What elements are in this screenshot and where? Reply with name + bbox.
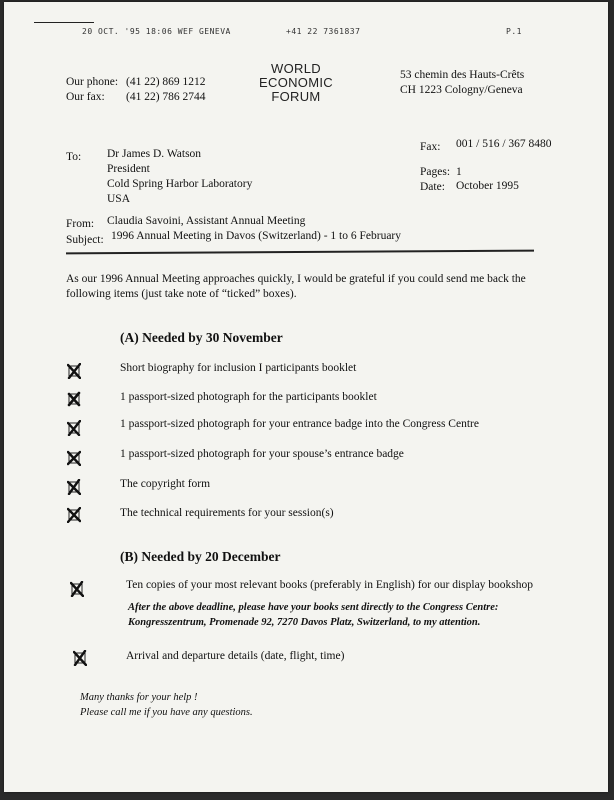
meta-fax-label: Fax: xyxy=(420,141,441,153)
fax-label: Our fax: xyxy=(66,91,105,103)
item-b1: Ten copies of your most relevant books (preferably in English) for our display bookshop xyxy=(126,579,534,591)
logo-line-2: ECONOMIC xyxy=(259,75,333,90)
pages-value: 1 xyxy=(456,166,462,178)
pages-label: Pages: xyxy=(420,166,451,178)
checked-box-icon xyxy=(67,479,81,495)
section-a-heading: (A) Needed by 30 November xyxy=(120,330,283,345)
item-a4: 1 passport-sized photograph for your spouse’s entrance badge xyxy=(120,448,404,460)
to-label: To: xyxy=(66,151,82,163)
address-line-1: 53 chemin des Hauts-Crêts xyxy=(400,69,525,81)
recipient-org: Cold Spring Harbor Laboratory xyxy=(107,178,253,190)
from-value: Claudia Savoini, Assistant Annual Meeting xyxy=(107,215,306,227)
recipient-title: President xyxy=(107,163,150,175)
item-a3: 1 passport-sized photograph for your entrance badge into the Congress Centre xyxy=(120,418,479,430)
fax-page xyxy=(4,2,608,792)
closing-line-1: Many thanks for your help ! xyxy=(80,692,198,703)
item-a5: The copyright form xyxy=(120,478,211,490)
date-label: Date: xyxy=(420,181,445,193)
fax-number-contact: (41 22) 786 2744 xyxy=(126,91,206,103)
logo-line-3: FORUM xyxy=(271,89,321,104)
checked-box-icon xyxy=(67,507,81,523)
fax-page-number: P.1 xyxy=(506,27,522,36)
checked-box-icon xyxy=(73,650,87,666)
date-value: October 1995 xyxy=(456,180,519,192)
subject-value: 1996 Annual Meeting in Davos (Switzerland) - 1 to 6 February xyxy=(111,230,401,242)
closing-line-2: Please call me if you have any questions. xyxy=(80,707,253,718)
header-rule xyxy=(34,22,94,23)
wef-logo xyxy=(256,62,336,104)
fax-datetime: 20 OCT. '95 18:06 WEF GENEVA xyxy=(82,27,231,36)
phone-number: (41 22) 869 1212 xyxy=(126,76,206,88)
item-a2: 1 passport-sized photograph for the participants booklet xyxy=(120,391,377,403)
meta-fax-number: 001 / 516 / 367 8480 xyxy=(456,138,552,150)
item-a1: Short biography for inclusion I participants booklet xyxy=(120,362,357,374)
separator-rule xyxy=(66,250,534,254)
section-b-heading: (B) Needed by 20 December xyxy=(120,549,281,564)
item-a6: The technical requirements for your session(s) xyxy=(120,507,334,519)
recipient-country: USA xyxy=(107,193,131,205)
phone-label: Our phone: xyxy=(66,76,119,88)
books-note-line-2: Kongresszentrum, Promenade 92, 7270 Davos Platz, Switzerland, to my attention. xyxy=(128,617,481,628)
checked-box-icon xyxy=(67,450,81,466)
fax-number: +41 22 7361837 xyxy=(286,27,361,36)
from-label: From: xyxy=(66,218,95,230)
subject-label: Subject: xyxy=(66,234,104,246)
address-line-2: CH 1223 Cologny/Geneva xyxy=(400,84,523,96)
checked-box-icon xyxy=(67,363,81,379)
checked-box-icon xyxy=(67,391,81,407)
intro-line-2: following items (just take note of “ticked” boxes). xyxy=(66,288,297,300)
logo-line-1: WORLD xyxy=(271,61,321,76)
recipient-name: Dr James D. Watson xyxy=(107,148,202,160)
item-b2: Arrival and departure details (date, flight, time) xyxy=(126,650,345,662)
checked-box-icon xyxy=(70,581,84,597)
checked-box-icon xyxy=(67,420,81,436)
books-note-line-1: After the above deadline, please have your books sent directly to the Congress Centre: xyxy=(128,602,499,613)
intro-line-1: As our 1996 Annual Meeting approaches quickly, I would be grateful if you could send me back the xyxy=(66,273,526,285)
